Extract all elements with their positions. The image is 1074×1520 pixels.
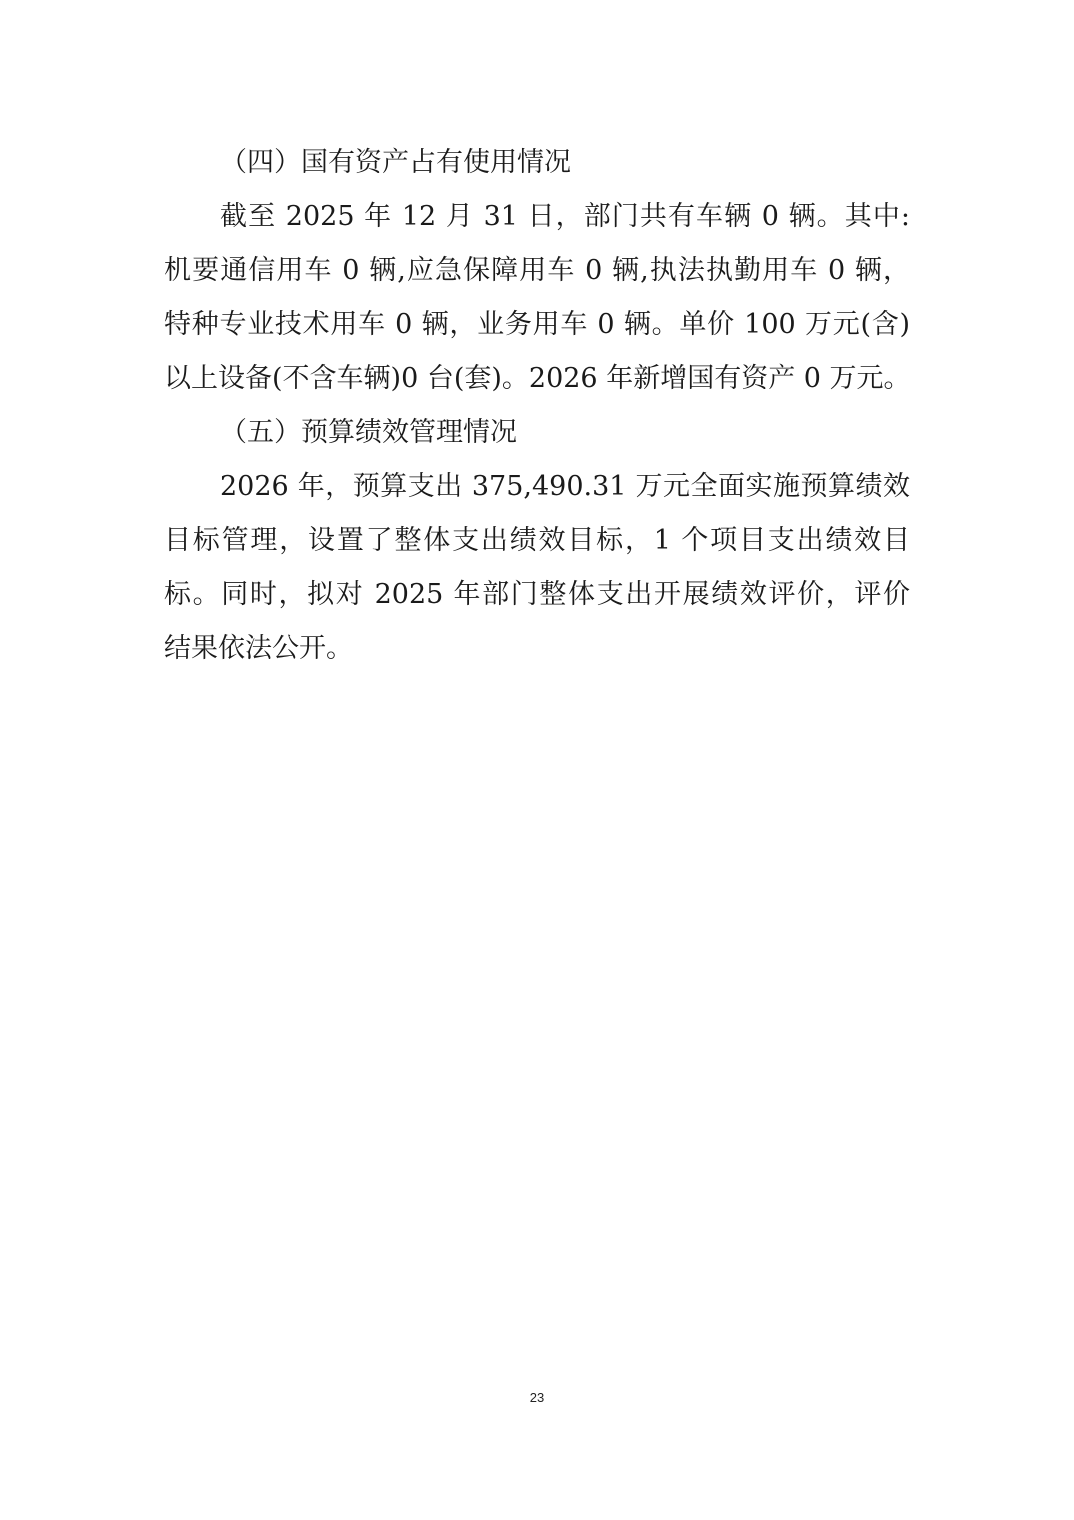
section-heading-assets: （四）国有资产占有使用情况 [220,147,571,178]
paragraph-line: 目标管理，设置了整体支出绩效目标，1 个项目支出绩效目 [164,525,910,556]
paragraph-line: 结果依法公开。 [164,633,353,664]
document-body [164,136,910,676]
paragraph-line: 截至 2025 年 12 月 31 日，部门共有车辆 0 辆。其中: [220,201,910,232]
page-number: 23 [529,1390,545,1405]
section-heading-performance: （五）预算绩效管理情况 [220,417,517,448]
paragraph-line: 特种专业技术用车 0 辆，业务用车 0 辆。单价 100 万元(含) [164,309,910,340]
paragraph-line: 标。同时，拟对 2025 年部门整体支出开展绩效评价，评价 [164,579,910,610]
paragraph-line: 2026 年，预算支出 375,490.31 万元全面实施预算绩效 [220,471,910,502]
paragraph-line: 机要通信用车 0 辆,应急保障用车 0 辆,执法执勤用车 0 辆， [164,255,910,286]
paragraph-line: 以上设备(不含车辆)0 台(套)。2026 年新增国有资产 0 万元。 [164,363,911,394]
